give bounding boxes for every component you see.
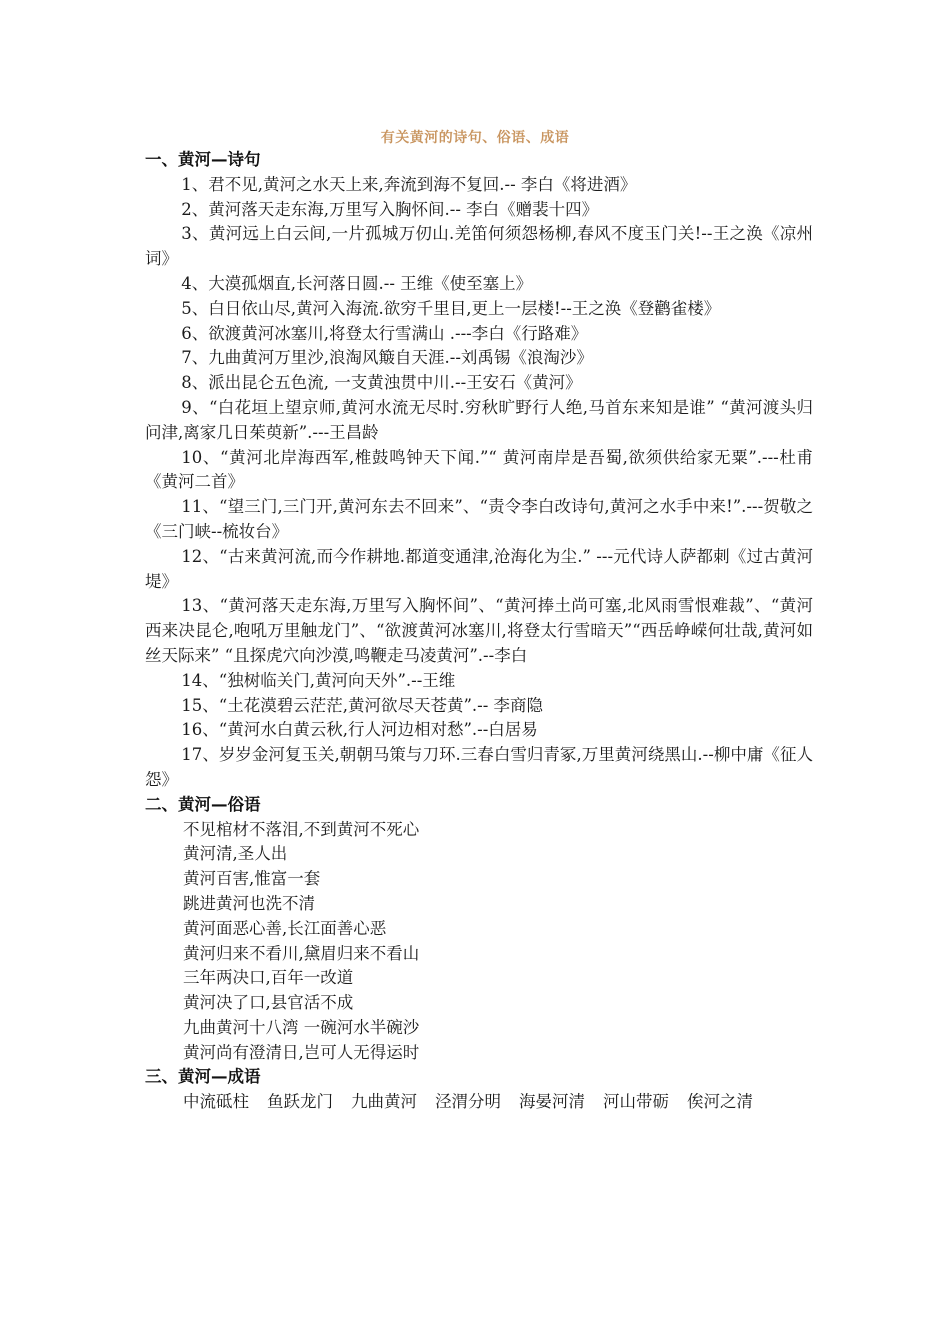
section-heading-poems: 一、黄河—诗句 [145, 150, 261, 169]
poem-line: 17、岁岁金河复玉关,朝朝马策与刀环.三春白雪归青冢,万里黄河绕黑山.--柳中庸《征人怨》 [145, 745, 813, 789]
saying-line: 黄河决了口,县官活不成 [183, 993, 354, 1013]
idiom-item: 海晏河清 [519, 1092, 585, 1112]
idiom-list [145, 1090, 813, 1115]
idiom-item: 泾渭分明 [435, 1092, 501, 1112]
poem-line: 7、九曲黄河万里沙,浪淘风簸自天涯.--刘禹锡《浪淘沙》 [181, 348, 593, 368]
saying-line: 黄河面恶心善,长江面善心恶 [183, 918, 387, 938]
saying-list [145, 818, 813, 1066]
document-body [145, 148, 813, 1115]
section-heading-idioms: 三、黄河—成语 [145, 1067, 261, 1087]
saying-line: 黄河清,圣人出 [183, 844, 288, 864]
poem-line: 6、欲渡黄河冰塞川,将登太行雪满山 .---李白《行路难》 [181, 323, 588, 343]
poem-line: 3、黄河远上白云间,一片孤城万仞山.羌笛何须怨杨柳,春风不度玉门关!--王之涣《凉州词》 [145, 224, 813, 269]
poem-line: 12、“古来黄河流,而今作耕地.都道变通津,沧海化为尘.” ---元代诗人萨都刺《过古黄河堤》 [145, 546, 813, 591]
document-title: 有关黄河的诗句、俗语、成语 [380, 130, 570, 146]
poem-line: 11、“望三门,三门开,黄河东去不回来”、“责令李白改诗句,黄河之水手中来!”.---贺敬之《三门峡--梳妆台》 [145, 497, 813, 541]
poem-line: 2、黄河落天走东海,万里写入胸怀间.-- 李白《赠裴十四》 [181, 199, 599, 219]
poem-line: 14、“独树临关门,黄河向天外”.--王维 [181, 670, 456, 690]
poem-line: 15、“土花漠碧云茫茫,黄河欲尽天苍黄”.-- 李商隐 [181, 695, 544, 715]
saying-line: 不见棺材不落泪,不到黄河不死心 [183, 819, 420, 839]
section-heading-sayings: 二、黄河—俗语 [145, 794, 261, 814]
poem-line: 10、“黄河北岸海西军,椎鼓鸣钟天下闻.”“ 黄河南岸是吾蜀,欲须供给家无粟”.---杜甫《黄河二首》 [145, 447, 813, 492]
poem-line: 5、白日依山尽,黄河入海流.欲穷千里目,更上一层楼!--王之涣《登鹳雀楼》 [181, 298, 721, 318]
poem-line: 9、“白花垣上望京师,黄河水流无尽时.穷秋旷野行人绝,马首东来知是谁” “黄河渡头归问津,离家几日茱萸新”.---王昌龄 [145, 397, 813, 442]
poem-line: 8、派出昆仑五色流, 一支黄浊贯中川.--王安石《黄河》 [181, 373, 582, 393]
poem-list [145, 173, 813, 793]
saying-line: 黄河归来不看川,黛眉归来不看山 [183, 943, 420, 963]
idiom-item: 中流砥柱 [183, 1092, 249, 1112]
poem-line: 4、大漠孤烟直,长河落日圆.-- 王维《使至塞上》 [181, 273, 533, 293]
poem-line: 1、君不见,黄河之水天上来,奔流到海不复回.-- 李白《将进酒》 [181, 174, 637, 194]
idiom-item: 俟河之清 [687, 1092, 753, 1112]
poem-line: 13、“黄河落天走东海,万里写入胸怀间”、“黄河捧土尚可塞,北风雨雪恨难裁”、“黄河西来决昆仑,咆吼万里触龙门”、“欲渡黄河冰塞川,将登太行雪暗天”“西岳峥嵘何壮哉,黄河如丝天际来” “且探虎穴向沙漠,鸣鞭走马凌黄河”.--李白 [145, 596, 813, 665]
saying-line: 三年两决口,百年一改道 [183, 968, 354, 988]
poem-line: 16、“黄河水白黄云秋,行人河边相对愁”.--白居易 [181, 720, 538, 740]
idiom-item: 河山带砺 [603, 1092, 669, 1112]
saying-line: 九曲黄河十八湾 一碗河水半碗沙 [183, 1017, 420, 1037]
idiom-item: 鱼跃龙门 [267, 1092, 333, 1112]
saying-line: 跳进黄河也洗不清 [183, 893, 315, 913]
saying-line: 黄河尚有澄清日,岂可人无得运时 [183, 1042, 420, 1062]
idiom-item: 九曲黄河 [351, 1092, 417, 1112]
saying-line: 黄河百害,惟富一套 [183, 869, 321, 889]
